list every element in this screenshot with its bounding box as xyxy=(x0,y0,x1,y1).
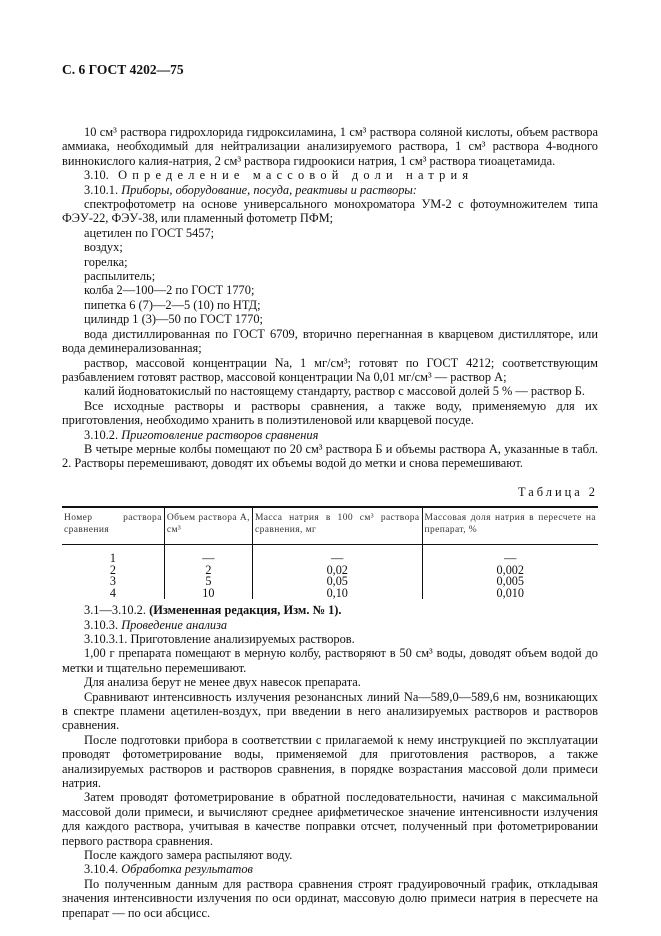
table-cell: 5 xyxy=(164,576,252,588)
list-item: вода дистиллированная по ГОСТ 6709, вторично перегнанная в кварцевом дистилляторе, или вода деминерализованная; xyxy=(62,326,598,356)
column-header: Объем раствора А, см³ xyxy=(164,507,252,545)
section-number: 3.10.4. xyxy=(84,862,119,877)
table-cell: — xyxy=(422,545,598,565)
list-item: горелка; xyxy=(84,254,128,269)
paragraph: 1,00 г препарата помещают в мерную колбу, растворяют в 50 см³ воды, доводят объем водой до метки и тщательно перемешивают. xyxy=(62,646,598,675)
table-cell: 3 xyxy=(109,574,116,589)
table-cell: — xyxy=(252,545,422,565)
list-item: ацетилен по ГОСТ 5457; xyxy=(84,225,215,240)
subsection-heading: 3.10.3.1. Приготовление анализируемых растворов. xyxy=(84,631,355,646)
section-number: 3.10.2. xyxy=(84,427,119,442)
paragraph: 10 см³ раствора гидрохлорида гидроксиламина, 1 см³ раствора соляной кислоты, объем раствора аммиака, необходимый для нейтрализации анализируемого раствора, 1 см³ раствора 4-водного виннокислого калия-натрия, 2 см³ раствора гидроокиси натрия, 1 см³ раствора тиоацетамида. xyxy=(62,125,598,168)
section-heading-3-10-1 xyxy=(62,183,598,197)
paragraph: После подготовки прибора в соответствии с прилагаемой к нему инструкцией по эксплуатации проводят фотометрирование воды, применяемой для приготовления растворов, а также анализируемых растворов и растворов сравнения, в порядке возрастания массовой доли примеси натрия. xyxy=(62,732,598,791)
list-item: калий йодноватокислый по настоящему стандарту, раствор с массовой долей 5 % — раствор Б. xyxy=(84,384,585,399)
paragraph: В четыре мерные колбы помещают по 20 см³ раствора Б и объемы раствора А, указанные в табл. 2. Растворы перемешивают, доводят их объемы водой до метки и снова перемешивают. xyxy=(62,441,598,471)
section-heading-3-10-2 xyxy=(62,428,598,442)
section-title: Приготовление растворов сравнения xyxy=(121,427,319,442)
table-cell: 0,02 xyxy=(252,565,422,577)
table-cell: 0,002 xyxy=(422,565,598,577)
table-row xyxy=(62,545,598,565)
section-title: Проведение анализа xyxy=(121,617,228,632)
column-header: Массовая доля натрия в пересчете на препарат, % xyxy=(422,507,598,545)
column-header: Масса натрия в 100 см³ раствора сравнения, мг xyxy=(252,507,422,545)
paragraph: Все исходные растворы и растворы сравнения, а также воду, применяемую для их приготовления, необходимо хранить в полиэтиленовой или кварцевой посуде. xyxy=(62,398,598,428)
section-number: 3.1—3.10.2. xyxy=(84,603,146,618)
list-item: колба 2—100—2 по ГОСТ 1770; xyxy=(84,283,255,298)
table-cell: 4 xyxy=(109,585,116,600)
table-cell: 0,05 xyxy=(252,576,422,588)
paragraph: По полученным данным для раствора сравнения строят градуировочный график, откладывая значения интенсивности излучения по оси ординат, массовую долю примеси натрия в пересчете на препарат — по оси абсцисс. xyxy=(62,876,598,920)
section-number: 3.10.1. xyxy=(84,182,119,197)
section-heading-3-10-4 xyxy=(62,862,598,876)
paragraph: После каждого замера распыляют воду. xyxy=(84,848,293,863)
document-body xyxy=(62,125,598,920)
section-number: 3.10.3. xyxy=(84,617,119,632)
section-title: Определение массовой доли натрия xyxy=(118,168,474,183)
table-cell: — xyxy=(164,545,252,565)
table-cell: 1 xyxy=(109,551,116,566)
paragraph: Для анализа берут не менее двух навесок препарата. xyxy=(84,675,361,690)
page-header: С. 6 ГОСТ 4202—75 xyxy=(62,62,184,77)
section-title: Приборы, оборудование, посуда, реактивы и растворы: xyxy=(121,182,417,197)
column-header: Номер раствора сравнения xyxy=(62,507,164,545)
list-item: цилиндр 1 (3)—50 по ГОСТ 1770; xyxy=(84,312,263,327)
paragraph: Затем проводят фотометрирование в обратной последовательности, начиная с максимальной массовой доли примеси, и вычисляют среднее арифметическое значение интенсивности излучения для каждого раствора, учитывая в качестве поправки отсчет, полученный при фотометрировании первого раствора сравнения. xyxy=(62,790,598,848)
list-item: раствор, массовой концентрации Na, 1 мг/см³; готовят по ГОСТ 4212; соответствующим разбавлением готовят раствор, массовой концентрации Na 0,01 мг/см³ — раствор А; xyxy=(62,355,598,384)
list-item: спектрофотометр на основе универсального монохроматора УМ-2 с фотоумножителем типа ФЭУ-22, ФЭУ-38, или пламенный фотометр ПФМ; xyxy=(62,197,598,226)
table-cell: 0,005 xyxy=(422,576,598,588)
table-cell: 2 xyxy=(164,565,252,577)
amendment-note xyxy=(62,603,598,617)
list-item: пипетка 6 (7)—2—5 (10) по НТД; xyxy=(84,297,261,312)
table-caption: Таблица 2 xyxy=(518,484,598,499)
section-heading-3-10-3 xyxy=(62,618,598,632)
list-item: воздух; xyxy=(84,240,123,255)
table-cell: 10 xyxy=(164,588,252,600)
paragraph: Сравнивают интенсивность излучения резонансных линий Na—589,0—589,6 нм, возникающих в спектре пламени ацетилен-воздух, при введении в него анализируемых растворов и растворов сравнения. xyxy=(62,689,598,733)
table-cell: 0,010 xyxy=(422,588,598,600)
section-title: Обработка результатов xyxy=(121,862,253,877)
table-cell: 2 xyxy=(109,562,116,577)
table-cell: 0,10 xyxy=(252,588,422,600)
section-heading-3-10 xyxy=(62,168,598,182)
amendment-text: (Измененная редакция, Изм. № 1). xyxy=(149,603,342,618)
list-item: распылитель; xyxy=(84,269,156,284)
table-row xyxy=(62,588,598,600)
section-number: 3.10. xyxy=(84,168,109,183)
table-2 xyxy=(62,506,598,599)
